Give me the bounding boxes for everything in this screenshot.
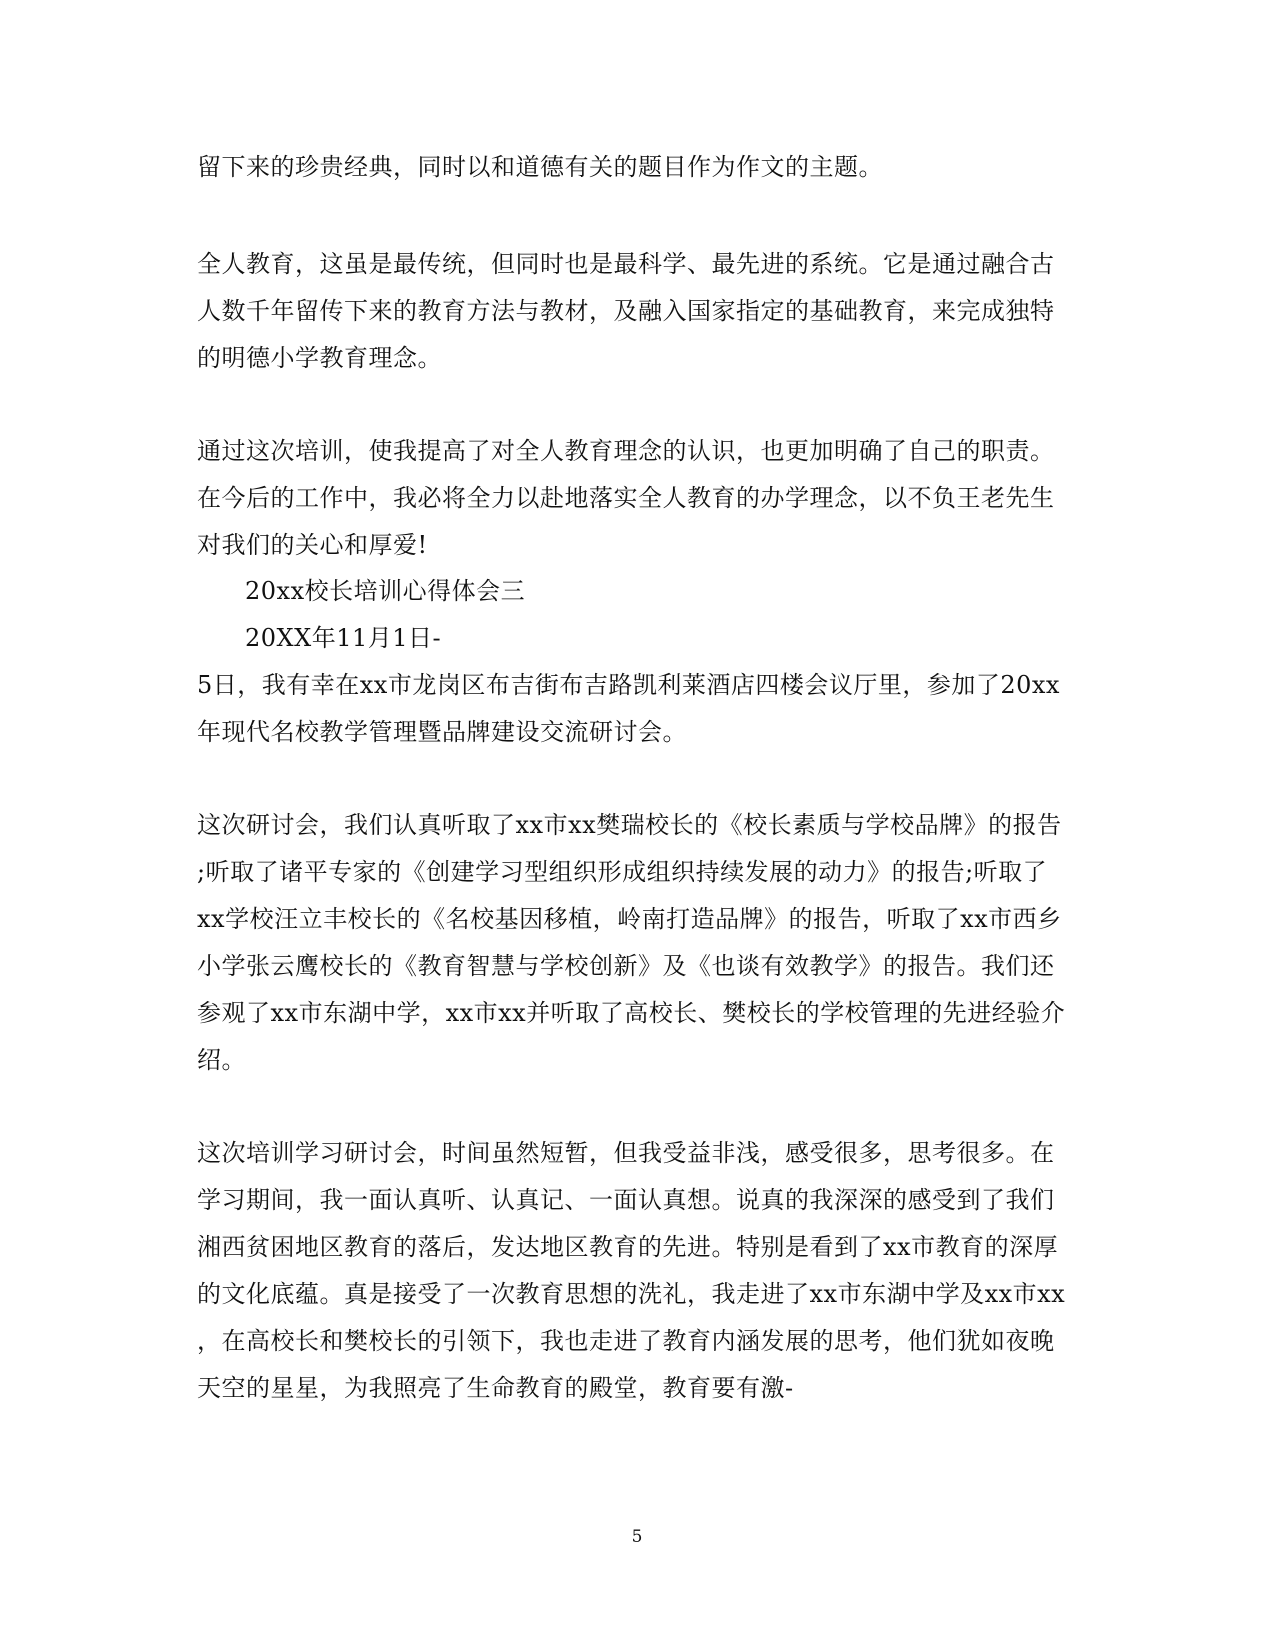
text-line: 5日，我有幸在xx市龙岗区布吉街布吉路凯利莱酒店四楼会议厅里，参加了20xx xyxy=(197,671,1060,699)
text-line: 小学张云鹰校长的《教育智慧与学校创新》及《也谈有效教学》的报告。我们还 xyxy=(197,952,1055,980)
text-line: 年现代名校教学管理暨品牌建设交流研讨会。 xyxy=(197,718,687,746)
text-line: ，在高校长和樊校长的引领下，我也走进了教育内涵发展的思考，他们犹如夜晚 xyxy=(197,1327,1055,1355)
text-line: 天空的星星，为我照亮了生命教育的殿堂，教育要有激- xyxy=(197,1374,794,1402)
text-line: 这次研讨会，我们认真听取了xx市xx樊瑞校长的《校长素质与学校品牌》的报告 xyxy=(197,811,1062,839)
text-line: 参观了xx市东湖中学，xx市xx并听取了高校长、樊校长的学校管理的先进经验介 xyxy=(197,999,1066,1027)
text-line: ;听取了诸平专家的《创建学习型组织形成组织持续发展的动力》的报告;听取了 xyxy=(197,858,1048,886)
text-line: 绍。 xyxy=(197,1046,246,1074)
text-line: 全人教育，这虽是最传统，但同时也是最科学、最先进的系统。它是通过融合古 xyxy=(197,250,1055,278)
date-line: 20XX年11月1日- xyxy=(245,624,442,652)
text-line: 在今后的工作中，我必将全力以赴地落实全人教育的办学理念，以不负王老先生 xyxy=(197,484,1055,512)
text-line: 学习期间，我一面认真听、认真记、一面认真想。说真的我深深的感受到了我们 xyxy=(197,1186,1055,1214)
text-line: 人数千年留传下来的教育方法与教材，及融入国家指定的基础教育，来完成独特 xyxy=(197,297,1055,325)
text-line: 湘西贫困地区教育的落后，发达地区教育的先进。特别是看到了xx市教育的深厚 xyxy=(197,1233,1059,1261)
section-heading: 20xx校长培训心得体会三 xyxy=(245,577,526,605)
text-line: 对我们的关心和厚爱! xyxy=(197,531,428,559)
text-line: 这次培训学习研讨会，时间虽然短暂，但我受益非浅，感受很多，思考很多。在 xyxy=(197,1139,1055,1167)
text-line: 留下来的珍贵经典，同时以和道德有关的题目作为作文的主题。 xyxy=(197,153,883,181)
text-line: 的明德小学教育理念。 xyxy=(197,344,442,372)
text-line: 的文化底蕴。真是接受了一次教育思想的洗礼，我走进了xx市东湖中学及xx市xx xyxy=(197,1280,1066,1308)
text-line: xx学校汪立丰校长的《名校基因移植，岭南打造品牌》的报告，听取了xx市西乡 xyxy=(197,905,1062,933)
text-line: 通过这次培训，使我提高了对全人教育理念的认识，也更加明确了自己的职责。 xyxy=(197,437,1055,465)
page-number: 5 xyxy=(631,1527,643,1547)
